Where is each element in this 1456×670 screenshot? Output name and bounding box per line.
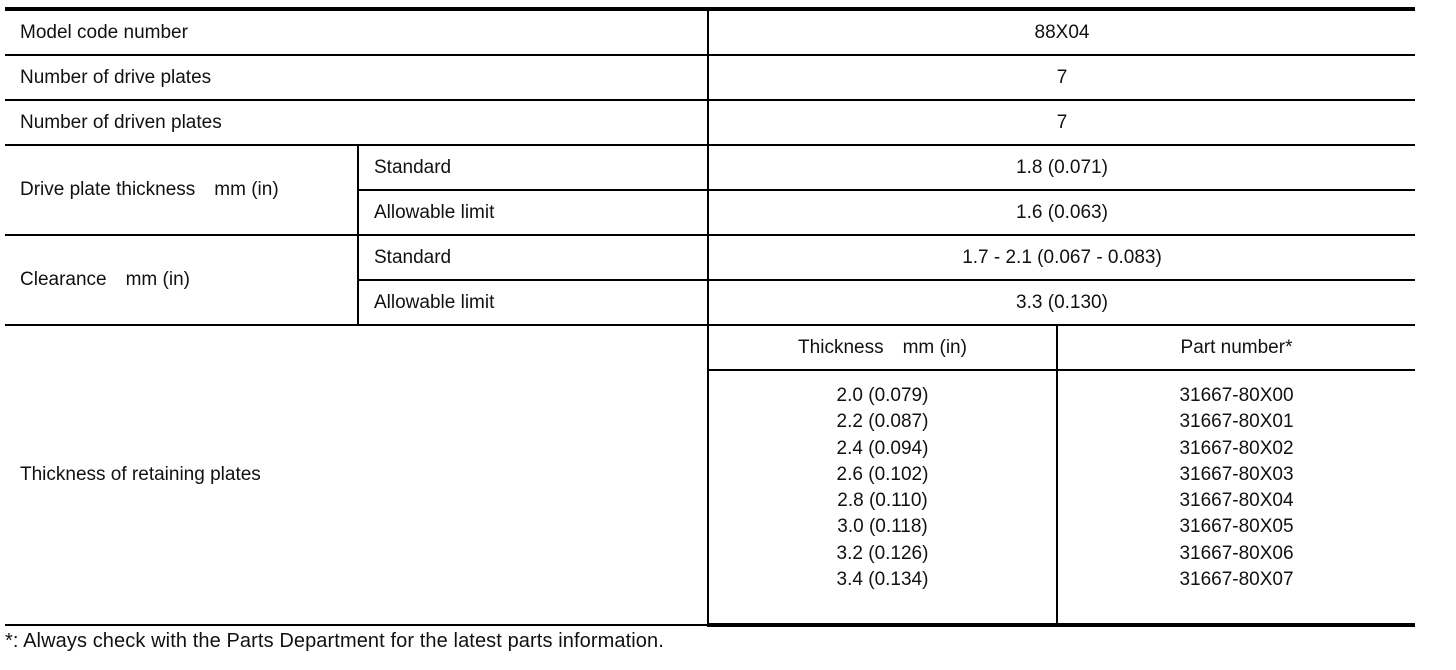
part-number-column-header: Part number* bbox=[1057, 325, 1415, 370]
drive-plate-standard-value: 1.8 (0.071) bbox=[708, 145, 1415, 190]
part-number-item: 31667-80X05 bbox=[1179, 516, 1294, 538]
drive-plate-limit-label: Allowable limit bbox=[358, 190, 708, 235]
thickness-item: 2.0 (0.079) bbox=[836, 385, 929, 406]
model-code-label: Model code number bbox=[5, 9, 708, 55]
spec-table bbox=[5, 7, 1415, 627]
drive-plates-label: Number of drive plates bbox=[5, 55, 708, 100]
thickness-item: 2.8 (0.110) bbox=[837, 490, 928, 512]
driven-plates-label: Number of driven plates bbox=[5, 100, 708, 145]
part-number-item: 31667-80X01 bbox=[1179, 411, 1294, 433]
drive-plate-thickness-label: Drive plate thickness mm (in) bbox=[5, 145, 358, 235]
drive-plates-value: 7 bbox=[708, 55, 1415, 100]
clearance-standard-value: 1.7 - 2.1 (0.067 - 0.083) bbox=[708, 235, 1415, 280]
footnote: *: Always check with the Parts Department for the latest parts information. bbox=[5, 630, 664, 652]
drive-plate-limit-value: 1.6 (0.063) bbox=[708, 190, 1415, 235]
thickness-list bbox=[708, 370, 1057, 625]
part-number-item: 31667-80X04 bbox=[1179, 490, 1294, 512]
clearance-standard-label: Standard bbox=[358, 235, 708, 280]
part-number-item: 31667-80X02 bbox=[1179, 437, 1294, 459]
thickness-item: 2.4 (0.094) bbox=[836, 437, 929, 459]
retaining-plates-label: Thickness of retaining plates bbox=[5, 325, 708, 625]
thickness-item: 3.4 (0.134) bbox=[836, 569, 929, 591]
table-row bbox=[5, 145, 1415, 190]
table-row bbox=[5, 9, 1415, 55]
table-row bbox=[5, 235, 1415, 280]
part-number-list bbox=[1057, 370, 1415, 625]
thickness-item: 2.2 (0.087) bbox=[836, 411, 929, 433]
part-number-item: 31667-80X03 bbox=[1179, 463, 1294, 485]
part-number-item: 31667-80X06 bbox=[1179, 542, 1294, 564]
drive-plate-standard-label: Standard bbox=[358, 145, 708, 190]
thickness-item: 3.0 (0.118) bbox=[837, 516, 928, 538]
model-code-value: 88X04 bbox=[708, 9, 1415, 55]
table-row bbox=[5, 325, 1415, 370]
clearance-limit-label: Allowable limit bbox=[358, 280, 708, 325]
part-number-item: 31667-80X07 bbox=[1179, 569, 1294, 591]
table-row bbox=[5, 55, 1415, 100]
clearance-limit-value: 3.3 (0.130) bbox=[708, 280, 1415, 325]
part-number-item: 31667-80X00 bbox=[1179, 385, 1294, 406]
thickness-item: 3.2 (0.126) bbox=[836, 542, 929, 564]
thickness-item: 2.6 (0.102) bbox=[836, 463, 929, 485]
driven-plates-value: 7 bbox=[708, 100, 1415, 145]
thickness-column-header: Thickness mm (in) bbox=[708, 325, 1057, 370]
clearance-label: Clearance mm (in) bbox=[5, 235, 358, 325]
table-row bbox=[5, 100, 1415, 145]
